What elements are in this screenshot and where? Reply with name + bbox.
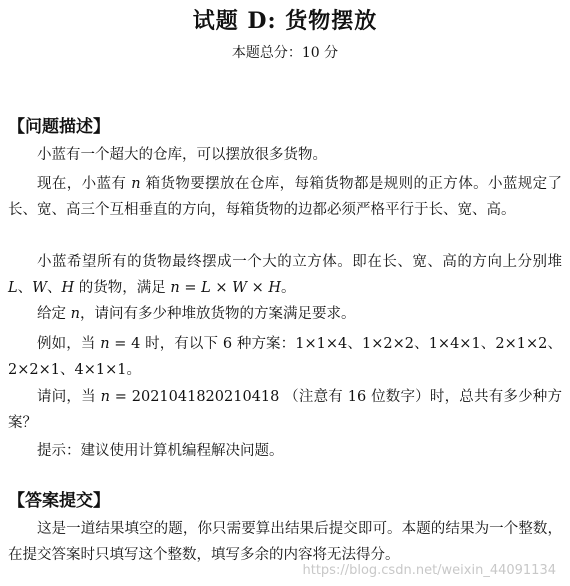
separator-2: 、 (47, 280, 62, 296)
variable-n: n (131, 176, 141, 192)
answer-submission-heading: 【答案提交】 (8, 491, 110, 511)
paragraph-question-text-b: ，请问有多少种堆放货物的方案满足要求。 (79, 306, 356, 322)
paragraph-setup-text-a: 现在，小蓝有 (37, 176, 132, 192)
paragraph-cube-text-b: 的货物，满足 (74, 280, 171, 296)
paragraph-hint (8, 438, 562, 464)
paragraph-cube (8, 249, 562, 301)
variable-l: L (8, 280, 18, 296)
paragraph-setup (8, 171, 562, 223)
variable-w: W (32, 280, 48, 296)
separator-1: 、 (17, 280, 33, 296)
paragraph-question-text-a: 给定 (37, 306, 71, 322)
paragraph-ask-text-b: = 2021041820210418 （注意有 16 位数字）时，总共有多少种方案？ (8, 389, 563, 431)
paragraph-hint-text: 提示：建议使用计算机编程解决问题。 (37, 443, 284, 459)
csdn-watermark: https://blog.csdn.net/weixin_44091134 (302, 563, 556, 578)
total-score: 本题总分：10 分 (231, 45, 339, 61)
paragraph-example-text-b: = 4 时，有以下 6 种方案：1×1×4、1×2×2、1×4×1、2×1×2、2×2×1、4×1×1。 (8, 336, 562, 378)
paragraph-setup-text-b: 箱货物要摆放在仓库，每箱货物都是规则的正方体。小蓝规定了长、宽、高三个互相垂直的方向，每箱货物的边都必须严格平行于长、宽、高。 (8, 176, 562, 218)
variable-n: n (70, 306, 80, 322)
equation-n-lwh: n = L × W × H (170, 280, 282, 296)
paragraph-example (8, 331, 562, 383)
paragraph-cube-text-c: 。 (281, 280, 296, 296)
paragraph-question (8, 301, 562, 327)
paragraph-submission-text: 这是一道结果填空的题，你只需要算出结果后提交即可。本题的结果为一个整数，在提交答案时只填写这个整数，填写多余的内容将无法得分。 (8, 521, 562, 563)
paragraph-submission (8, 516, 562, 568)
paragraph-cube-text-a: 小蓝希望所有的货物最终摆成一个大的立方体。即在长、宽、高的方向上分别堆 (37, 254, 562, 270)
paragraph-ask-text-a: 请问，当 (37, 389, 101, 405)
paragraph-example-text-a: 例如，当 (37, 336, 101, 352)
paragraph-intro (8, 142, 562, 168)
variable-h: H (61, 280, 75, 296)
problem-description-heading: 【问题描述】 (8, 117, 110, 137)
paragraph-ask (8, 384, 562, 436)
variable-n: n (100, 336, 110, 352)
problem-title: 试题 D: 货物摆放 (192, 8, 378, 34)
variable-n: n (100, 389, 110, 405)
paragraph-intro-text: 小蓝有一个超大的仓库，可以摆放很多货物。 (37, 147, 327, 163)
